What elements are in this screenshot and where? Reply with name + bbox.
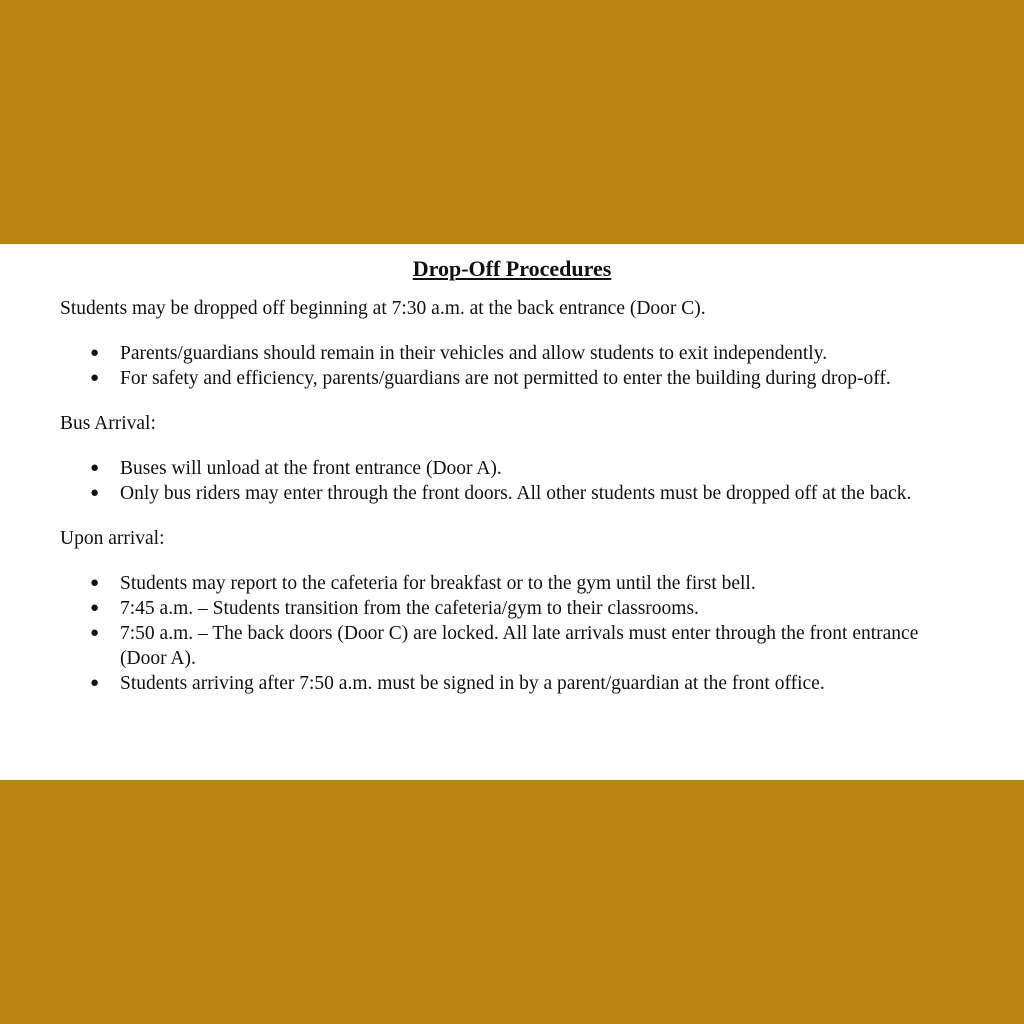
bullet-icon: ● [90,625,100,641]
list-item [60,341,964,366]
bullet-icon: ● [90,460,100,476]
document-page [0,244,1024,780]
top-color-band [0,0,1024,244]
arrival-list [60,571,964,696]
bullet-icon: ● [90,575,100,591]
intro-paragraph: Students may be dropped off beginning at 7:30 a.m. at the back entrance (Door C). [60,298,706,319]
list-item-text: Buses will unload at the front entrance (Door A). [120,458,502,479]
list-item [60,596,964,621]
bullet-icon: ● [90,370,100,386]
document-title: Drop-Off Procedures [412,256,612,281]
list-item-text: Students may report to the cafeteria for breakfast or to the gym until the first bell. [120,573,756,594]
dropoff-list [60,341,964,391]
list-item [60,366,964,391]
bus-list [60,456,964,506]
list-item-text: 7:45 a.m. – Students transition from the cafeteria/gym to their classrooms. [120,598,699,619]
bottom-color-band [0,780,1024,1024]
upon-arrival-heading: Upon arrival: [60,528,165,549]
bullet-icon: ● [90,675,100,691]
bullet-icon: ● [90,600,100,616]
bus-arrival-heading: Bus Arrival: [60,413,156,434]
list-item-text: Parents/guardians should remain in their vehicles and allow students to exit independently. [120,343,828,364]
list-item-text: For safety and efficiency, parents/guardians are not permitted to enter the building during drop-off. [120,368,891,389]
list-item-text: 7:50 a.m. – The back doors (Door C) are locked. All late arrivals must enter through the front entrance (Door A). [120,623,919,669]
list-item [60,456,964,481]
list-item [60,671,964,696]
list-item [60,481,964,506]
list-item-text: Students arriving after 7:50 a.m. must be signed in by a parent/guardian at the front office. [120,673,825,694]
bullet-icon: ● [90,345,100,361]
list-item [60,621,964,671]
bullet-icon: ● [90,485,100,501]
list-item [60,571,964,596]
list-item-text: Only bus riders may enter through the front doors. All other students must be dropped off at the back. [120,483,912,504]
